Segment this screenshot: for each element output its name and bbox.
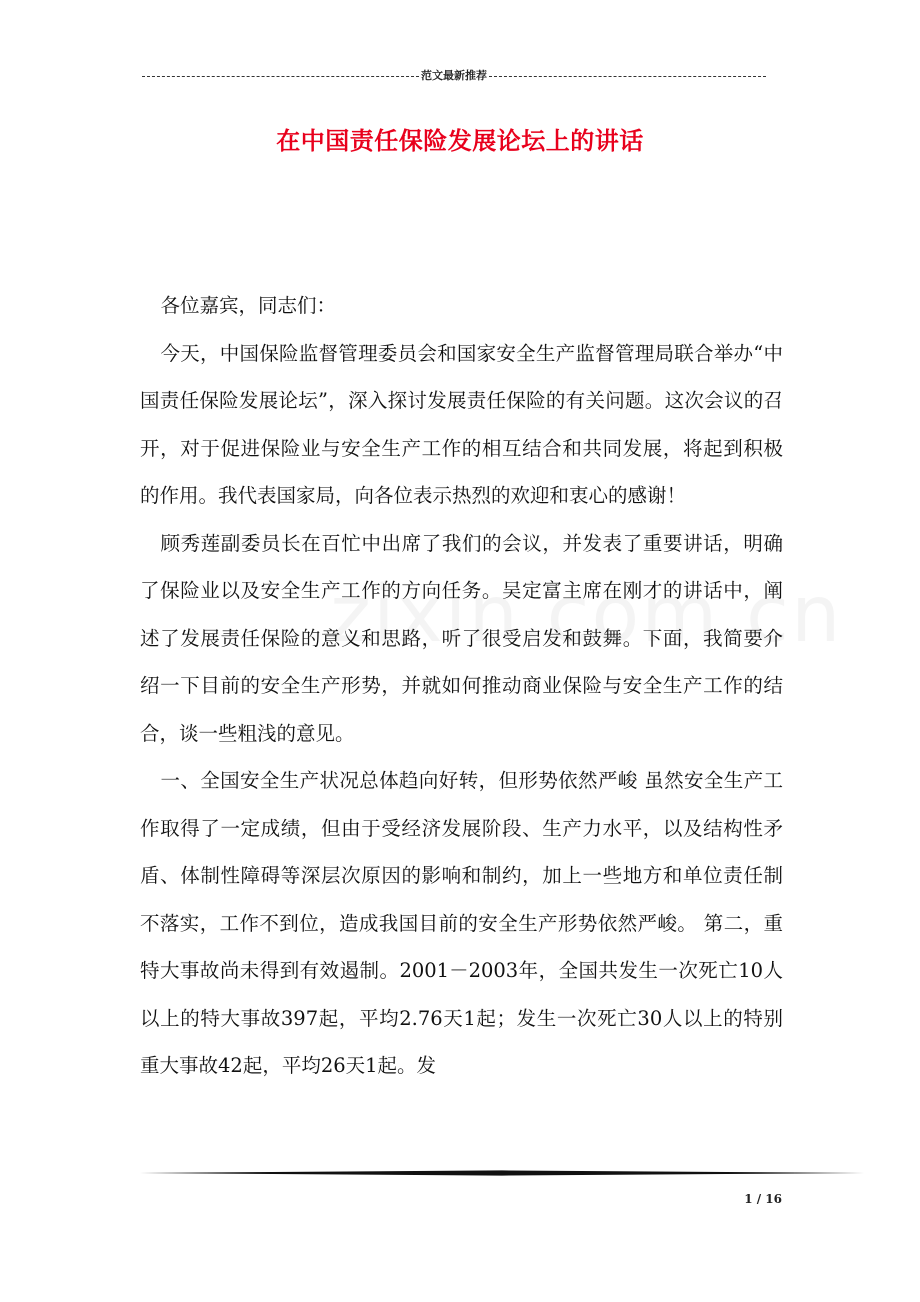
paragraph-opening: 今天，中国保险监督管理委员会和国家安全生产监督管理局联合举办“中国责任保险发展论坛”，深入探讨发展责任保险的有关问题。这次会议的召开，对于促进保险业与安全生产工作的相互结合和共同发展，将起到积极的作用。我代表国家局，向各位表示热烈的欢迎和衷心的感谢！ xyxy=(140,341,783,507)
document-body xyxy=(140,282,783,1090)
header-dash-right xyxy=(489,76,766,77)
paragraph-salutation: 各位嘉宾，同志们： xyxy=(160,294,336,317)
paragraph-context: 顾秀莲副委员长在百忙中出席了我们的会议，并发表了重要讲话，明确了保险业以及安全生产工作的方向任务。吴定富主席在刚才的讲话中，阐述了发展责任保险的意义和思路，听了很受启发和鼓舞。下面，我简要介绍一下目前的安全生产形势，并就如何推动商业保险与安全生产工作的结合，谈一些粗浅的意见。 xyxy=(140,531,783,745)
document-title: 在中国责任保险发展论坛上的讲话 xyxy=(276,126,644,155)
header-dash-left xyxy=(142,76,419,77)
paragraph-section-one: 一、全国安全生产状况总体趋向好转，但形势依然严峻 虽然安全生产工作取得了一定成绩，但由于受经济发展阶段、生产力水平，以及结构性矛盾、体制性障碍等深层次原因的影响和制约，加上一些地方和单位责任制不落实，工作不到位，造成我国目前的安全生产形势依然严峻。 第二，重特大事故尚未得到有效遏制。2001－2003年，全国共发生一次死亡10人以上的特大事故397起，平均2.76天1起；发生一次死亡30人以上的特别重大事故42起，平均26天1起。发 xyxy=(140,769,783,1077)
footer-rule xyxy=(140,1170,864,1176)
page-number: 1 / 16 xyxy=(744,1192,782,1206)
page-header xyxy=(140,68,768,84)
header-text: 范文最新推荐 xyxy=(421,69,487,82)
